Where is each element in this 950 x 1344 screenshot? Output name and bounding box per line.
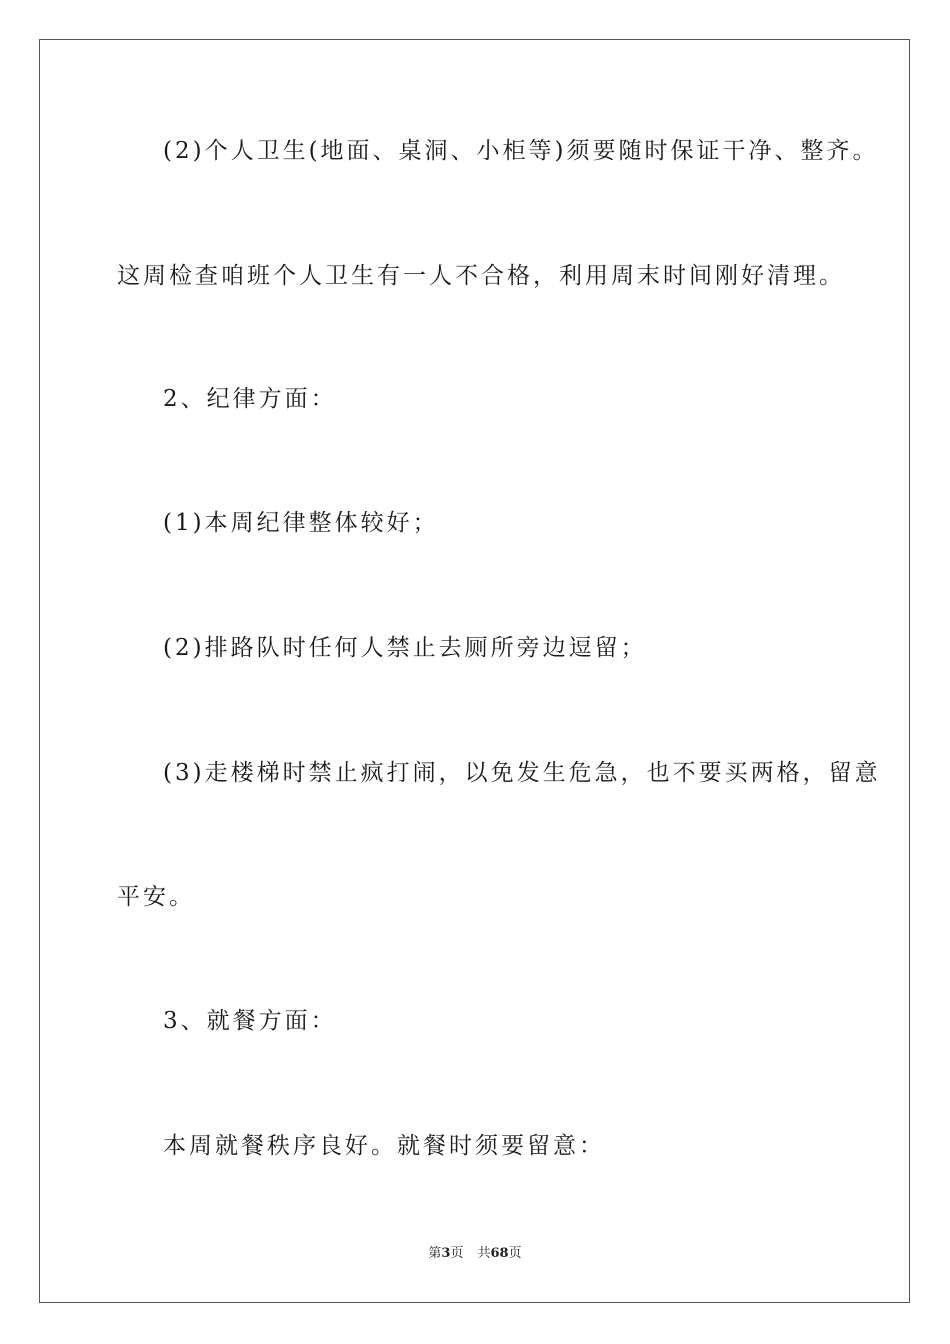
heading-discipline: 2、纪律方面：: [163, 386, 337, 412]
footer-page-suffix: 页: [450, 1246, 464, 1261]
page-border: [39, 39, 910, 1303]
paragraph-dining: 本周就餐秩序良好。就餐时须要留意：: [163, 1133, 605, 1159]
heading-dining: 3、就餐方面：: [163, 1008, 337, 1034]
footer-page-number: 3: [441, 1246, 451, 1261]
paragraph-personal-hygiene: (2)个人卫生(地面、桌洞、小柜等)须要随时保证干净、整齐。: [163, 138, 879, 164]
paragraph-discipline-3-cont: 平安。: [117, 884, 195, 910]
footer-page-prefix: 第: [428, 1246, 442, 1261]
paragraph-discipline-1: (1)本周纪律整体较好；: [163, 510, 439, 536]
footer-total-pages: 68: [490, 1246, 509, 1261]
footer-total-suffix: 页: [508, 1246, 522, 1261]
page-footer: [0, 1245, 950, 1263]
paragraph-hygiene-check: 这周检查咱班个人卫生有一人不合格，利用周末时间刚好清理。: [117, 263, 845, 289]
paragraph-discipline-3: (3)走楼梯时禁止疯打闹，以免发生危急，也不要买两格，留意: [163, 760, 881, 786]
footer-total-prefix: 共: [477, 1246, 491, 1261]
paragraph-discipline-2: (2)排路队时任何人禁止去厕所旁边逗留；: [163, 635, 647, 661]
